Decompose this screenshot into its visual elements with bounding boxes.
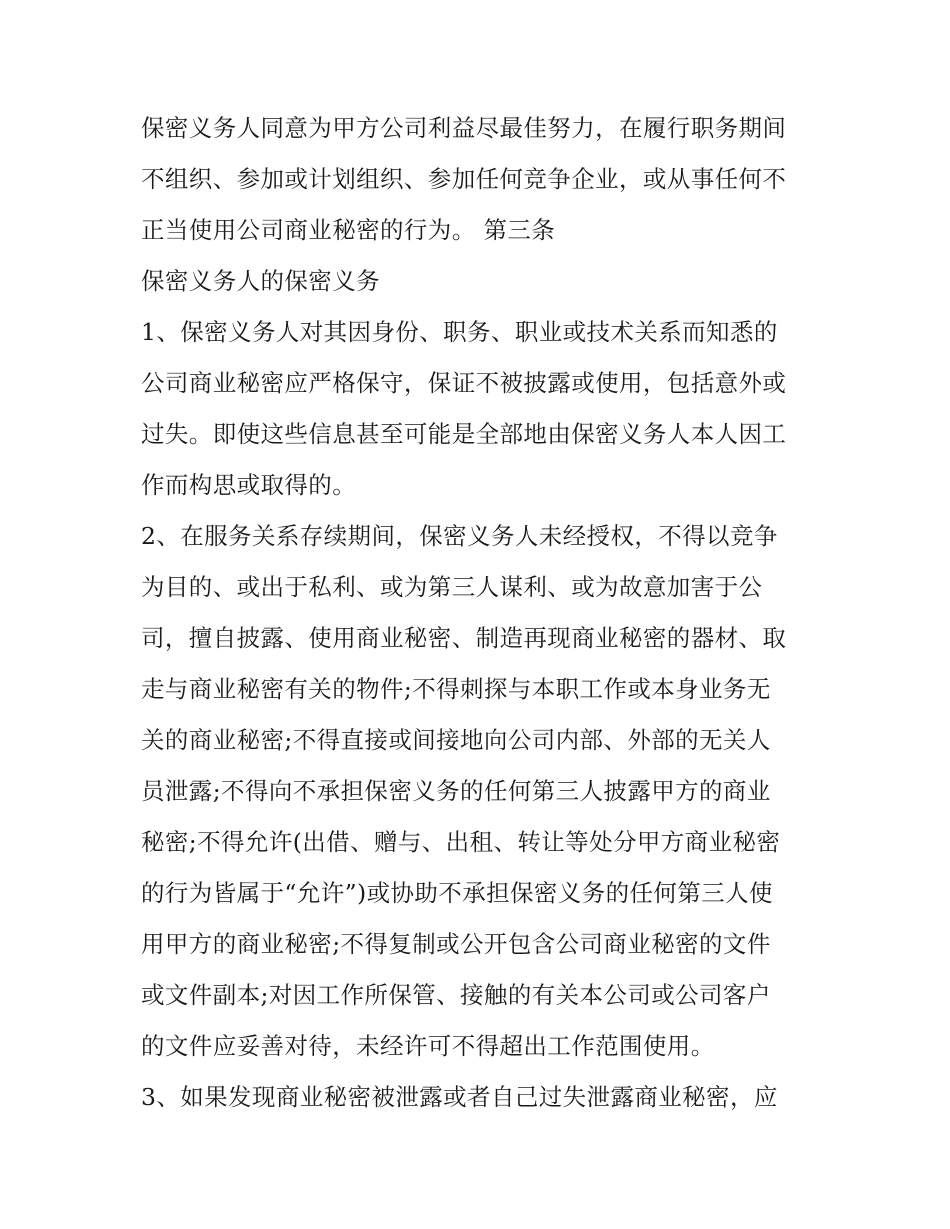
text-line: 员泄露;不得向不承担保密义务的任何第三人披露甲方的商业: [141, 777, 771, 805]
text-line: 不组织、参加或计划组织、参加任何竞争企业，或从事任何不: [141, 165, 787, 193]
text-line: 或文件副本;对因工作所保管、接触的有关本公司或公司客户: [141, 981, 771, 1009]
text-line: 保密义务人同意为甲方公司利益尽最佳努力，在履行职务期间: [141, 114, 787, 142]
text-line: 的行为皆属于“允许”)或协助不承担保密义务的任何第三人使: [141, 879, 773, 907]
text-line: 正当使用公司商业秘密的行为。 第三条: [141, 216, 556, 244]
text-line: 作而构思或取得的。: [141, 471, 357, 499]
text-line: 2、在服务关系存续期间，保密义务人未经授权，不得以竞争: [141, 522, 778, 550]
text-line: 过失。即使这些信息甚至可能是全部地由保密义务人本人因工: [141, 420, 787, 448]
text-line: 1、保密义务人对其因身份、职务、职业或技术关系而知悉的: [141, 318, 778, 346]
section-heading: 保密义务人的保密义务: [141, 267, 380, 295]
text-line: 用甲方的商业秘密;不得复制或公开包含公司商业秘密的文件: [141, 930, 771, 958]
text-line: 为目的、或出于私利、或为第三人谋利、或为故意加害于公: [141, 573, 763, 601]
text-line: 关的商业秘密;不得直接或间接地向公司内部、外部的无关人: [141, 726, 771, 754]
text-line: 的文件应妥善对待，未经许可不得超出工作范围使用。: [141, 1032, 715, 1060]
text-line: 秘密;不得允许(出借、赠与、出租、转让等处分甲方商业秘密: [141, 828, 781, 856]
text-line: 司，擅自披露、使用商业秘密、制造再现商业秘密的器材、取: [141, 624, 787, 652]
text-line: 3、如果发现商业秘密被泄露或者自己过失泄露商业秘密，应: [141, 1083, 778, 1111]
text-line: 走与商业秘密有关的物件;不得刺探与本职工作或本身业务无: [141, 675, 771, 703]
text-line: 公司商业秘密应严格保守，保证不被披露或使用，包括意外或: [141, 369, 787, 397]
